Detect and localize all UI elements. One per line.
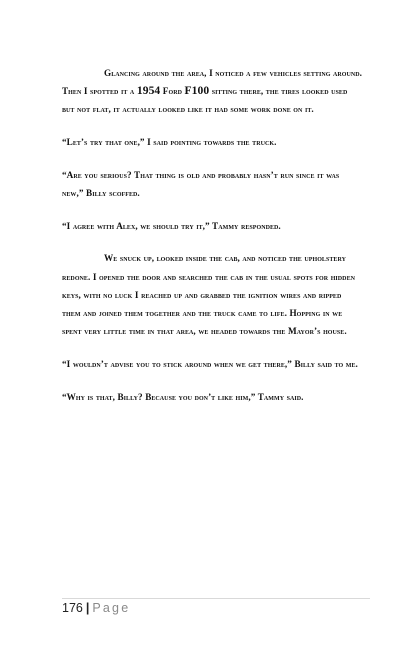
paragraph-1-year: 1954 <box>136 84 161 98</box>
paragraph-3: “Are you serious? That thing is old and probably hasn’t run since it was new,” Billy scoffed. <box>62 169 340 199</box>
paragraph-5: We snuck up, looked inside the cab, and noticed the upholstery redone. I opened the door and searched the cab in the usual spots for hidden keys, with no luck I reached up and grabbed the ignition wires and ripped them and joined them together and the truck came to life. Hopping in we spent very little time in that area, we headed towards the Mayor’s house. <box>62 253 356 337</box>
paragraph-2: “Let’s try that one,” I said pointing towards the truck. <box>62 137 277 148</box>
page-body <box>62 64 362 420</box>
page-label: Page <box>92 601 131 615</box>
footer-separator: | <box>85 601 90 615</box>
page-footer <box>62 598 370 615</box>
paragraph-4: “I agree with Alex, we should try it,” Tammy responded. <box>62 220 281 231</box>
paragraph-1 <box>62 64 362 119</box>
paragraph-1-text-b: Ford <box>160 86 185 97</box>
paragraph-6: “I wouldn’t advise you to stick around when we get there,” Billy said to me. <box>62 358 358 369</box>
paragraph-1-model: F100 <box>184 84 210 98</box>
page-number: 176 <box>62 601 83 615</box>
paragraph-7: “Why is that, Billy? Because you don’t like him,” Tammy said. <box>62 391 304 402</box>
paragraph-1-text-a: Glancing around the area, I noticed a few vehicles setting around. Then I spotted it a <box>62 68 362 97</box>
paragraph-1-text-c: sitting there, the tires looked used but not flat, it actually looked like it had some work done on it. <box>62 86 348 115</box>
